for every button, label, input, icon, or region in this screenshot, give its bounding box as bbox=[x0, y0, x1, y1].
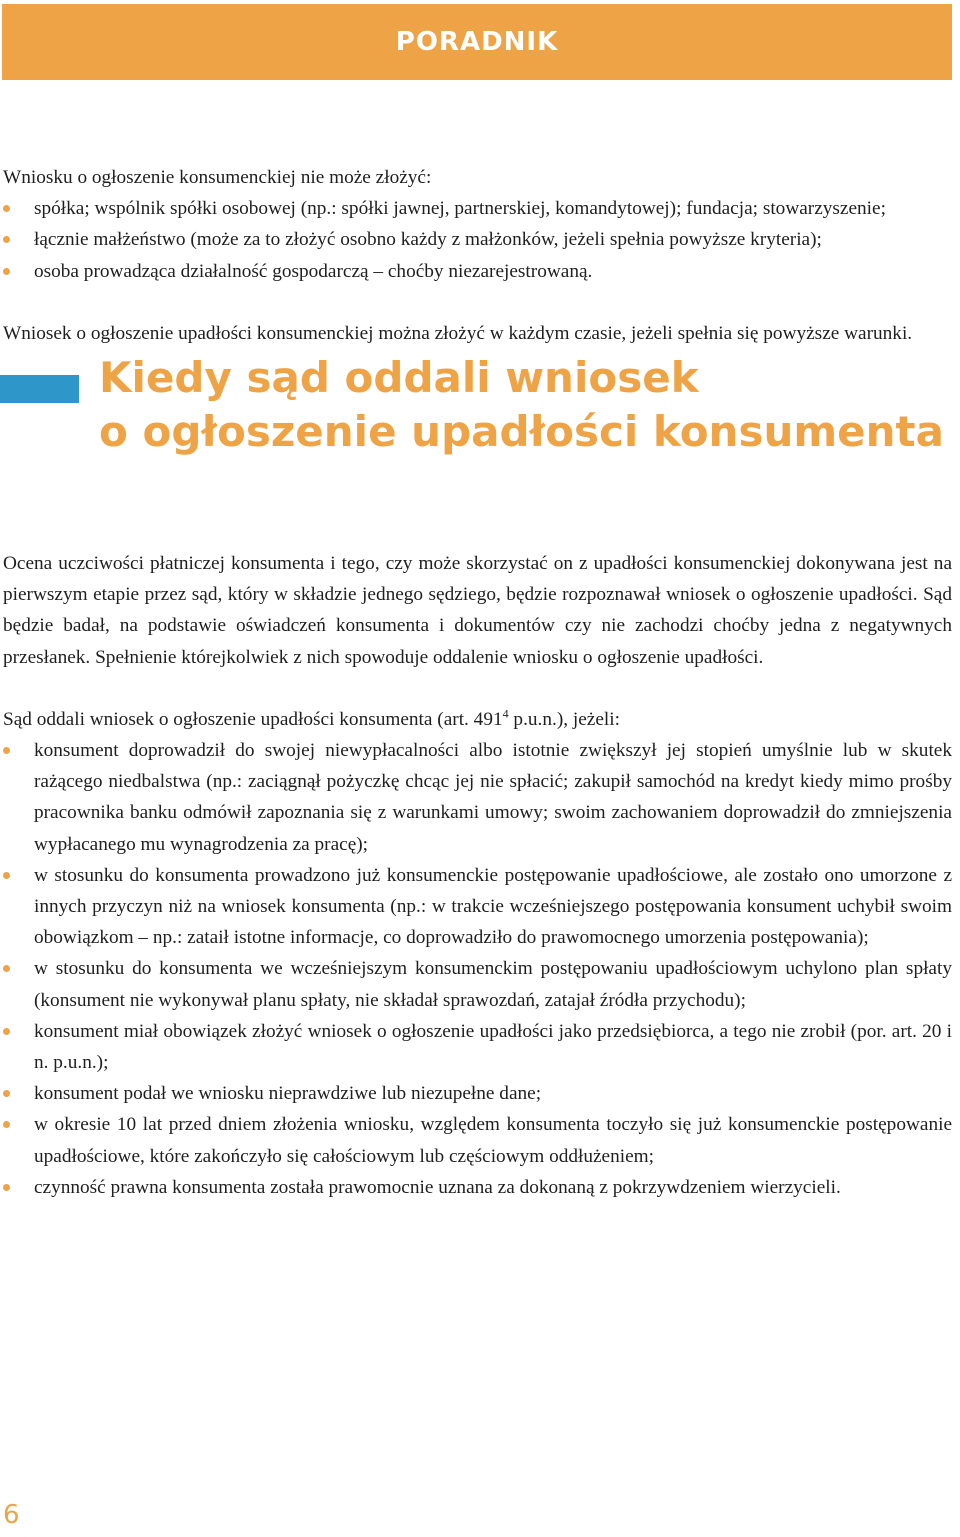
section2-intro: Sąd oddali wniosek o ogłoszenie upadłości konsumenta (art. $491^4$ p.u.n.), jeżeli: bbox=[3, 706, 620, 730]
section-heading bbox=[3, 353, 952, 548]
header-bar bbox=[2, 4, 952, 80]
section1-intro: Wniosku o ogłoszenie konsumenckiej nie może złożyć: bbox=[3, 167, 432, 188]
bullet-icon bbox=[3, 747, 10, 754]
heading-title: Kiedy sąd oddali wniosek o ogłoszenie upadłości konsumenta bbox=[99, 353, 944, 457]
heading-marker bbox=[0, 375, 79, 403]
bullet-icon bbox=[3, 268, 10, 275]
page-number: 6 bbox=[3, 1500, 20, 1530]
section2-list bbox=[3, 735, 952, 1203]
section2-paragraph: Ocena uczciwości płatniczej konsumenta i tego, czy może skorzystać on z upadłości konsumenckiej dokonywana jest na pierwszym etapie przez sąd, który w składzie jednego sędziego, będzie rozpoznawał wniosek o ogłoszenie upadłości. Sąd będzie badał, na podstawie oświadczeń konsumenta i dokumentów czy nie zachodzi choćby jedna z negatywnych przesłanek. Spełnienie którejkolwiek z nich spowoduje oddalenie wniosku o ogłoszenie upadłości. bbox=[3, 553, 952, 668]
list-item: osoba prowadząca działalność gospodarczą – choćby niezarejestrowaną. bbox=[3, 256, 952, 287]
list-item: czynność prawna konsumenta została prawomocnie uznana za dokonaną z pokrzywdzeniem wierzycieli. bbox=[3, 1172, 952, 1203]
bullet-icon bbox=[3, 236, 10, 243]
list-item: konsument miał obowiązek złożyć wniosek o ogłoszenie upadłości jako przedsiębiorca, a tego nie zrobił (por. art. 20 i n. p.u.n.); bbox=[3, 1016, 952, 1078]
bullet-icon bbox=[3, 1184, 10, 1191]
list-item: spółka; wspólnik spółki osobowej (np.: spółki jawnej, partnerskiej, komandytowej); fundacja; stowarzyszenie; bbox=[3, 193, 952, 224]
bullet-icon bbox=[3, 1090, 10, 1097]
header-title: PORADNIK bbox=[395, 27, 559, 57]
bullet-icon bbox=[3, 965, 10, 972]
list-item: konsument podał we wniosku nieprawdziwe lub niezupełne dane; bbox=[3, 1078, 952, 1109]
document-body bbox=[3, 162, 952, 1203]
list-item: w stosunku do konsumenta we wcześniejszym konsumenckim postępowaniu upadłościowym uchylono plan spłaty (konsument nie wykonywał planu spłaty, nie składał sprawozdań, zatajał źródła przychodu); bbox=[3, 953, 952, 1015]
bullet-icon bbox=[3, 1121, 10, 1128]
list-item: konsument doprowadził do swojej niewypłacalności albo istotnie zwiększył jej stopień umyślnie lub w skutek rażącego niedbalstwa (np.: zaciągnął pożyczkę chcąc jej nie spłacić; zakupił samochód na kredyt kiedy mimo prośby pracownika banku odmówił zapoznania się z warunkami umowy; swoim zachowaniem doprowadził do zmniejszenia wypłacanego mu wynagrodzenia za pracę); bbox=[3, 735, 952, 860]
list-item: w stosunku do konsumenta prowadzono już konsumenckie postępowanie upadłościowe, ale zostało ono umorzone z innych przyczyn niż na wniosek konsumenta (np.: w trakcie wcześniejszego postępowania konsument uchybił swoim obowiązkom – np.: zataił istotne informacje, co doprowadziło do prawomocnego umorzenia postępowania); bbox=[3, 860, 952, 954]
section1-list bbox=[3, 193, 952, 287]
bullet-icon bbox=[3, 872, 10, 879]
section1-note: Wniosek o ogłoszenie upadłości konsumenckiej można złożyć w każdym czasie, jeżeli spełnia się powyższe warunki. bbox=[3, 322, 913, 344]
bullet-icon bbox=[3, 1028, 10, 1035]
list-item: łącznie małżeństwo (może za to złożyć osobno każdy z małżonków, jeżeli spełnia powyższe kryteria); bbox=[3, 224, 952, 255]
list-item: w okresie 10 lat przed dniem złożenia wniosku, względem konsumenta toczyło się już konsumenckie postępowanie upadłościowe, które zakończyło się całościowym lub częściowym oddłużeniem; bbox=[3, 1109, 952, 1171]
bullet-icon bbox=[3, 205, 10, 212]
